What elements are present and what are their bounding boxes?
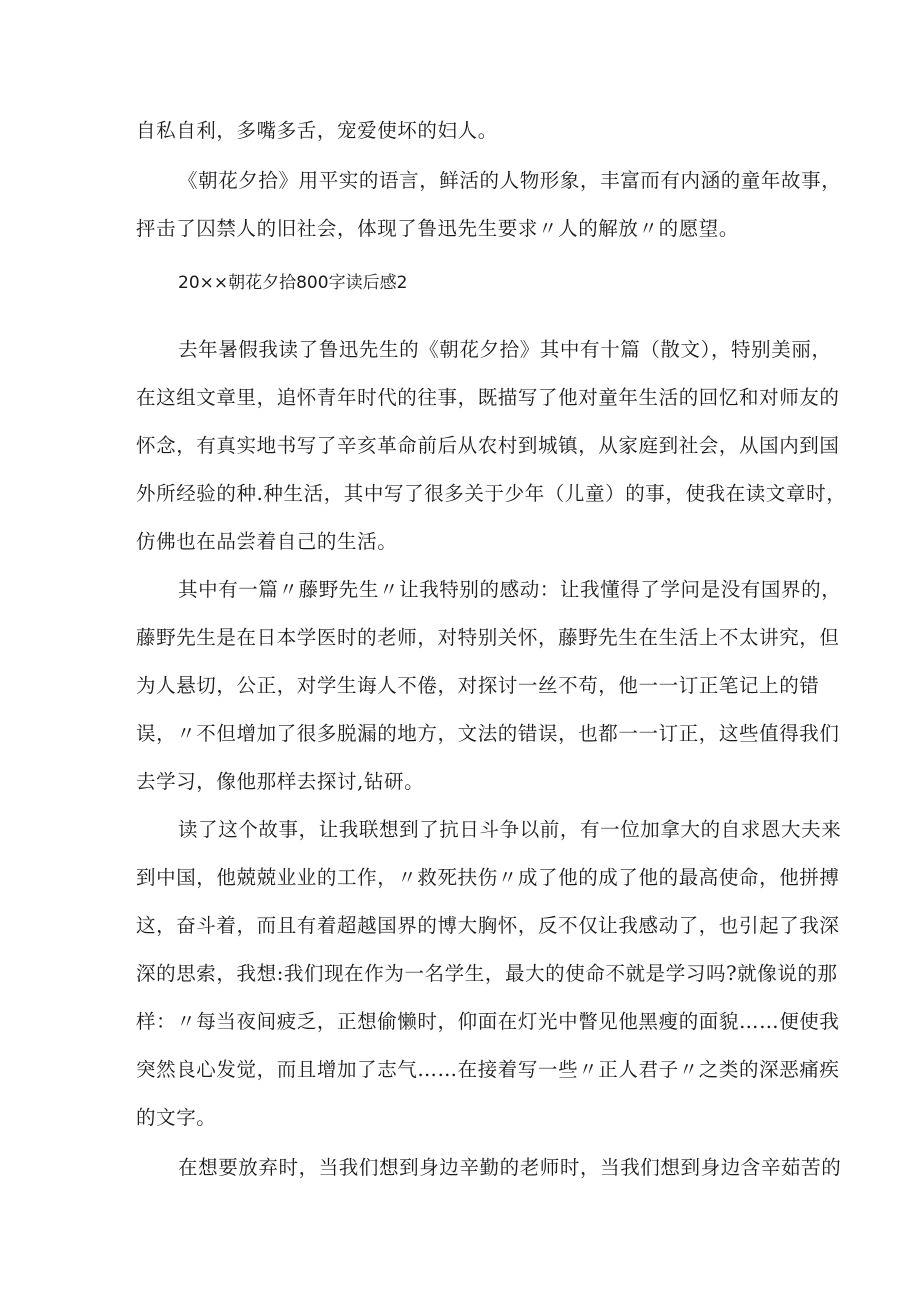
paragraph-line: 在这组文章里，追怀青年时代的往事，既描写了他对童年生活的回忆和对师友的: [136, 386, 840, 409]
paragraph-line: 突然良心发觉，而且增加了志气……在接着写一些〃正人君子〃之类的深恶痛疾: [136, 1058, 840, 1081]
paragraph-line: 到中国，他兢兢业业的工作，〃救死扶伤〃成了他的成了他的最高使命，他拼搏: [136, 866, 840, 889]
paragraph-line: 样：〃每当夜间疲乏，正想偷懒时，仰面在灯光中瞥见他黑瘦的面貌……便使我: [136, 1010, 840, 1033]
paragraph-line: 在想要放弃时，当我们想到身边辛勤的老师时，当我们想到身边含辛茹苦的: [178, 1156, 842, 1179]
paragraph-line: 《朝花夕拾》用平实的语言，鲜活的人物形象，丰富而有内涵的童年故事，: [178, 169, 842, 192]
paragraph-line: 为人悬切，公正，对学生诲人不倦，对探讨一丝不苟，他一一订正笔记上的错: [136, 674, 820, 697]
paragraph-line: 藤野先生是在日本学医时的老师，对特别关怀，藤野先生在生活上不太讲究，但: [136, 626, 840, 649]
paragraph-line: 其中有一篇〃藤野先生〃让我特别的感动：让我懂得了学问是没有国界的，: [178, 578, 842, 601]
paragraph-line: 自私自利，多嘴多舌，宠爱使坏的妇人。: [136, 119, 498, 142]
paragraph-line: 误，〃不但增加了很多脱漏的地方，文法的错误，也都一一订正，这些值得我们: [136, 722, 840, 745]
paragraph-line: 仿佛也在品尝着自己的生活。: [136, 530, 398, 553]
paragraph-line: 读了这个故事，让我联想到了抗日斗争以前，有一位加拿大的自求恩大夫来: [178, 818, 842, 841]
section-heading: 20××朝花夕拾800字读后感2: [178, 273, 408, 293]
paragraph-line: 去年暑假我读了鲁迅先生的《朝花夕拾》其中有十篇（散文），特别美丽，: [178, 338, 832, 361]
paragraph-line: 这，奋斗着，而且有着超越国界的博大胸怀，反不仅让我感动了，也引起了我深: [136, 914, 840, 937]
paragraph-line: 的文字。: [136, 1106, 217, 1129]
paragraph-line: 怀念，有真实地书写了辛亥革命前后从农村到城镇，从家庭到社会，从国内到国: [136, 434, 840, 457]
paragraph-line: 去学习，像他那样去探讨,钻研。: [136, 770, 425, 793]
paragraph-line: 外所经验的种.种生活，其中写了很多关于少年（儿童）的事，使我在读文章时，: [136, 482, 847, 505]
paragraph-line: 深的思索，我想:我们现在作为一名学生，最大的使命不就是学习吗?就像说的那: [136, 962, 838, 985]
paragraph-line: 抨击了囚禁人的旧社会，体现了鲁迅先生要求〃人的解放〃的愿望。: [136, 217, 740, 240]
